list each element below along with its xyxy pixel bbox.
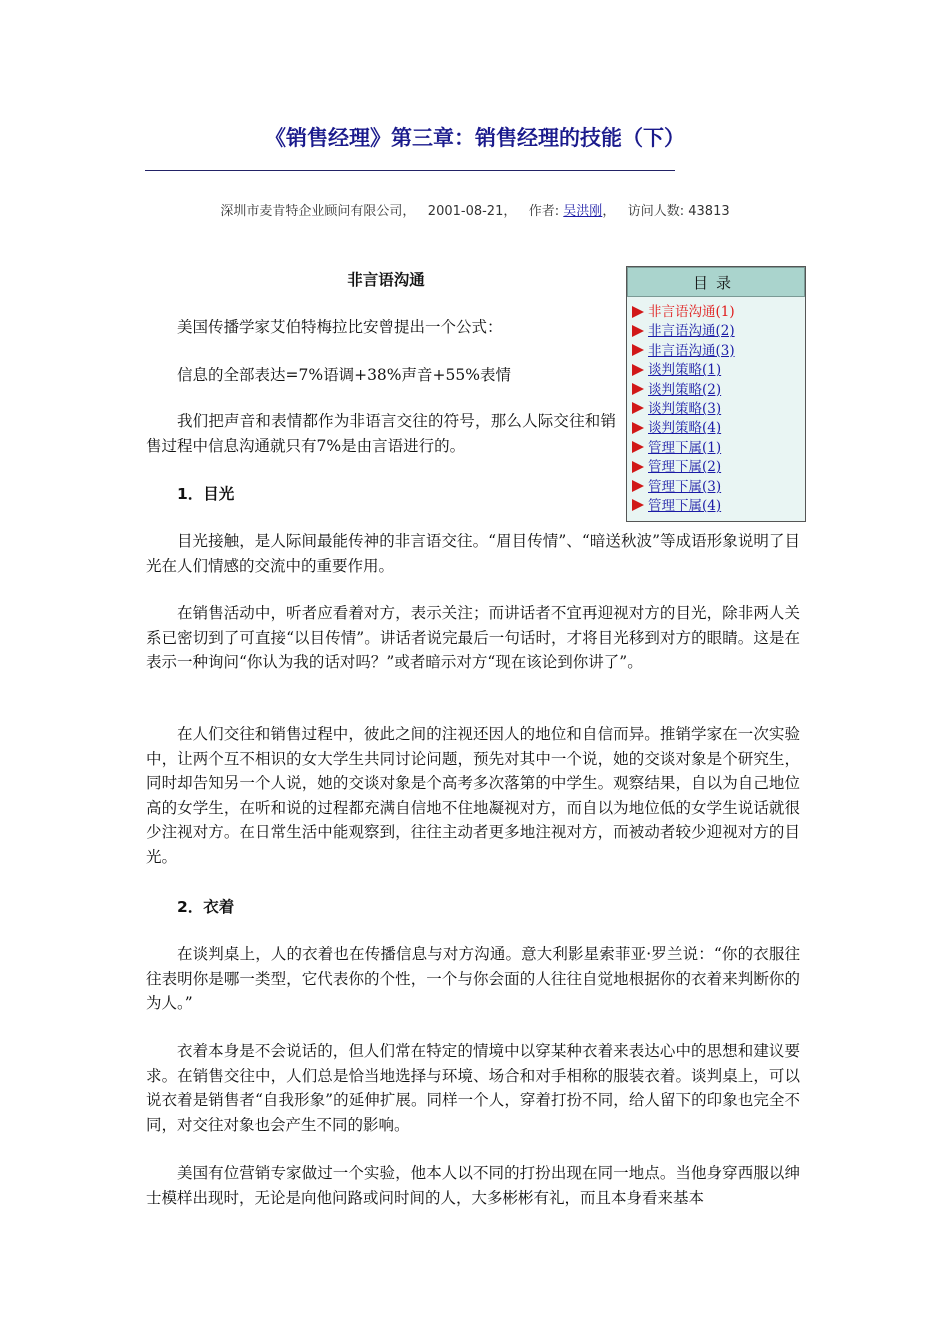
paragraph: 在谈判桌上，人的衣着也在传播信息与对方沟通。意大利影星索菲亚·罗兰说：“你的衣服往往表明你是哪一类型，它代表你的个性，一个与你会面的人往往自觉地根据你的衣着来判断你的为人。” <box>146 945 800 1012</box>
arrow-right-icon <box>632 461 644 473</box>
toc-link[interactable]: 管理下属(1) <box>648 439 722 456</box>
arrow-right-icon <box>632 422 644 434</box>
toc-link[interactable]: 管理下属(4) <box>648 497 722 514</box>
toc-link[interactable]: 管理下属(3) <box>648 478 722 495</box>
author-link[interactable]: 吴洪刚 <box>563 204 603 219</box>
toc-item <box>632 342 805 361</box>
paragraph: 在销售活动中，听者应看着对方，表示关注；而讲话者不宜再迎视对方的目光，除非两人关系已密切到了可直接“以目传情”。讲话者说完最后一句话时，才将目光移到对方的眼睛。这是在表示一种询问“你认为我的话对吗？”或者暗示对方“现在该论到你讲了”。 <box>146 604 800 671</box>
toc-list <box>627 297 805 516</box>
arrow-right-icon <box>632 499 644 511</box>
toc-heading: 目录 <box>627 267 805 297</box>
toc-link[interactable]: 谈判策略(2) <box>648 381 722 398</box>
toc-link[interactable]: 非言语沟通(2) <box>648 323 735 340</box>
toc-item <box>632 478 805 497</box>
paragraph: 衣着本身是不会说话的，但人们常在特定的情境中以穿某种衣着来表达心中的思想和建议要求。在销售交往中，人们总是恰当地选择与环境、场合和对手相称的服装衣着。谈判桌上，可以说衣着是销售者“自我形象”的延伸扩展。同样一个人，穿着打扮不同，给人留下的印象也完全不同，对交往对象也会产生不同的影响。 <box>146 1042 800 1134</box>
visits-count: 43813 <box>688 204 730 219</box>
toc-item <box>632 439 805 458</box>
date-text: 2001-08-21， <box>427 204 517 219</box>
subheading: 2．衣着 <box>177 898 235 916</box>
arrow-right-icon <box>632 325 644 337</box>
arrow-right-icon <box>632 364 644 376</box>
toc-item <box>632 361 805 380</box>
toc-item <box>632 458 805 477</box>
arrow-right-icon <box>632 306 644 318</box>
toc-item <box>632 381 805 400</box>
arrow-right-icon <box>632 480 644 492</box>
paragraph: 目光接触，是人际间最能传神的非言语交往。“眉目传情”、“暗送秋波”等成语形象说明了目光在人们情感的交流中的重要作用。 <box>146 532 800 575</box>
source-text: 深圳市麦肯特企业顾问有限公司， <box>220 204 416 219</box>
page-title: 《销售经理》第三章：销售经理的技能（下） <box>265 126 685 150</box>
paragraph: 美国有位营销专家做过一个实验，他本人以不同的打扮出现在同一地点。当他身穿西服以绅士模样出现时，无论是向他问路或问时间的人，大多彬彬有礼，而且本身看来基本 <box>146 1164 800 1207</box>
arrow-right-icon <box>632 402 644 414</box>
paragraph: 我们把声音和表情都作为非语言交往的符号，那么人际交往和销售过程中信息沟通就只有7%是由言语进行的。 <box>146 412 616 455</box>
arrow-right-icon <box>632 344 644 356</box>
paragraph: 美国传播学家艾伯特梅拉比安曾提出一个公式： <box>177 318 503 336</box>
arrow-right-icon <box>632 383 644 395</box>
toc-link[interactable]: 谈判策略(4) <box>648 420 722 437</box>
toc-link[interactable]: 非言语沟通(3) <box>648 342 735 359</box>
toc-item <box>632 419 805 438</box>
table-of-contents <box>626 266 806 522</box>
section-title: 非言语沟通 <box>347 271 425 289</box>
paragraph: 在人们交往和销售过程中，彼此之间的注视还因人的地位和自信而异。推销学家在一次实验中，让两个互不相识的女大学生共同讨论问题，预先对其中一个说，她的交谈对象是个研究生，同时却告知另一个人说，她的交谈对象是个高考多次落第的中学生。观察结果，自以为自己地位高的女学生，在听和说的过程都充满自信地不住地凝视对方，而自以为地位低的女学生说话就很少注视对方。在日常生活中能观察到，往往主动者更多地注视对方，而被动者较少迎视对方的目光。 <box>146 725 800 866</box>
toc-link[interactable]: 非言语沟通(1) <box>648 304 735 320</box>
subheading: 1．目光 <box>177 485 235 503</box>
toc-item <box>632 303 805 322</box>
toc-link[interactable]: 谈判策略(3) <box>648 400 722 417</box>
toc-item <box>632 400 805 419</box>
author-separator: ， <box>602 204 616 219</box>
toc-item <box>632 322 805 341</box>
arrow-right-icon <box>632 441 644 453</box>
article-meta <box>0 200 950 219</box>
visits-label: 访问人数: <box>627 204 685 219</box>
author-label: 作者: <box>528 204 560 219</box>
toc-link[interactable]: 管理下属(2) <box>648 459 722 476</box>
paragraph: 信息的全部表达=7%语调+38%声音+55%表情 <box>177 366 511 384</box>
toc-item <box>632 497 805 516</box>
title-divider <box>145 170 675 171</box>
toc-link[interactable]: 谈判策略(1) <box>648 362 722 379</box>
